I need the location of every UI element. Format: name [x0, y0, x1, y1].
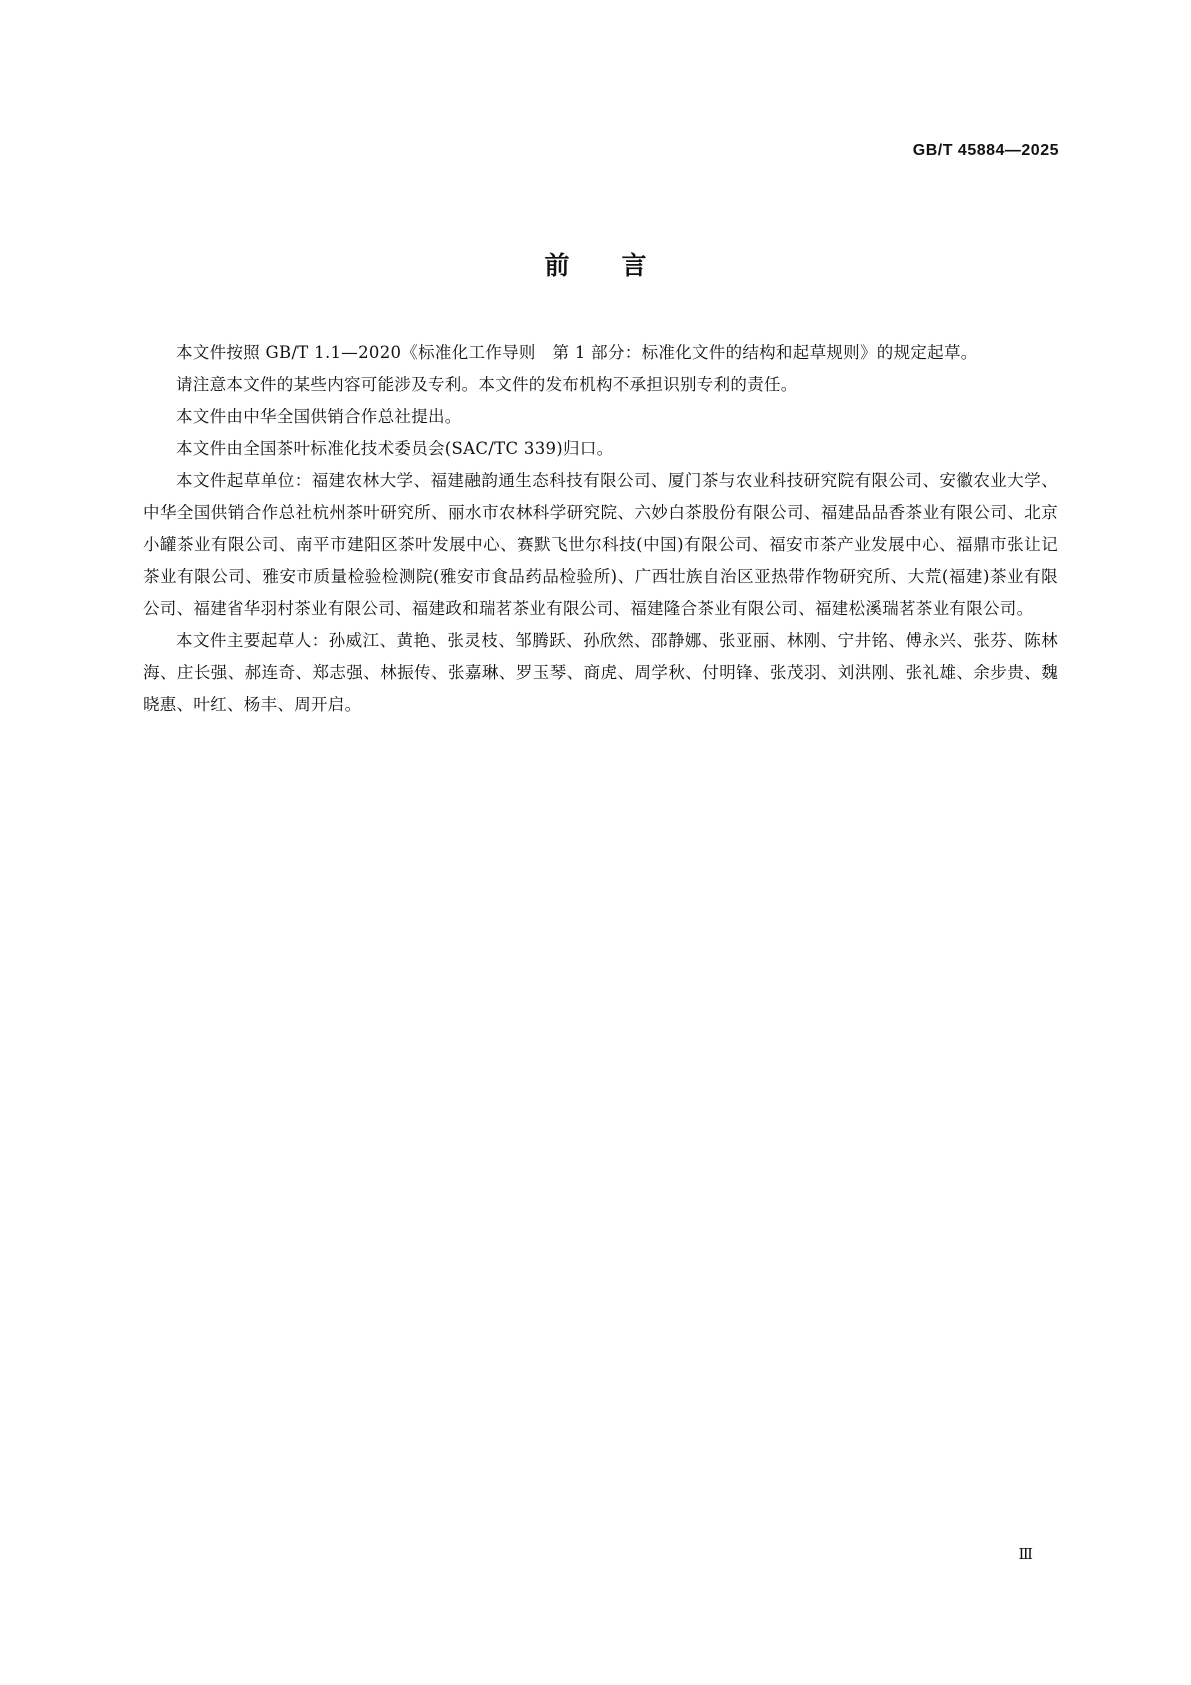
- paragraph-patent-notice: 请注意本文件的某些内容可能涉及专利。本文件的发布机构不承担识别专利的责任。: [176, 375, 798, 394]
- standard-number: GB/T 45884—2025: [912, 142, 1059, 159]
- page-number: Ⅲ: [1018, 1547, 1033, 1563]
- paragraph-drafting-units: 本文件起草单位：福建农林大学、福建融韵通生态科技有限公司、厦门茶与农业科技研究院有限公司、安徽农业大学、中华全国供销合作总社杭州茶叶研究所、丽水市农林科学研究院、六妙白茶股份有限公司、福建品品香茶业有限公司、北京小罐茶业有限公司、南平市建阳区茶叶发展中心、赛默飞世尔科技(中国)有限公司、福安市茶产业发展中心、福鼎市张让记茶业有限公司、雅安市质量检验检测院(雅安市食品药品检验所)、广西壮族自治区亚热带作物研究所、大荒(福建)茶业有限公司、福建省华羽村茶业有限公司、福建政和瑞茗茶业有限公司、福建隆合茶业有限公司、福建松溪瑞茗茶业有限公司。: [143, 471, 1058, 618]
- paragraph-drafting-rules: 本文件按照 GB/T 1.1—2020《标准化工作导则 第 1 部分：标准化文件的结构和起草规则》的规定起草。: [176, 343, 978, 362]
- paragraph-main-drafters: 本文件主要起草人：孙威江、黄艳、张灵枝、邹腾跃、孙欣然、邵静娜、张亚丽、林刚、宁井铭、傅永兴、张芬、陈林海、庄长强、郝连奇、郑志强、林振传、张嘉琳、罗玉琴、商虎、周学秋、付明锋、张茂羽、刘洪刚、张礼雄、余步贵、魏晓惠、叶红、杨丰、周开启。: [143, 631, 1058, 714]
- paragraph-proposer: 本文件由中华全国供销合作总社提出。: [176, 407, 462, 426]
- paragraph-administrator: 本文件由全国茶叶标准化技术委员会(SAC/TC 339)归口。: [176, 439, 614, 458]
- foreword-body: [143, 337, 1058, 721]
- page-title: 前言: [544, 251, 699, 280]
